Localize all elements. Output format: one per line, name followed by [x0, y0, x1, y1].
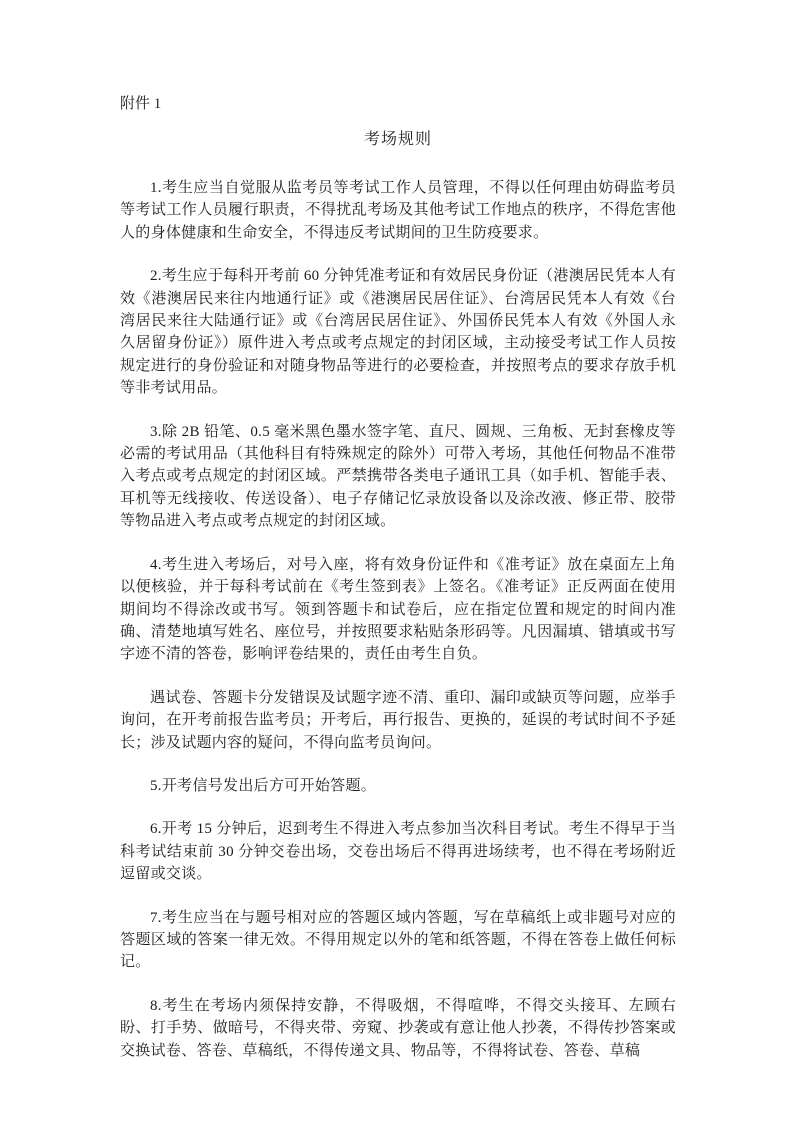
- attachment-label: 附件 1: [120, 96, 162, 112]
- paragraph-rule-1: 1.考生应当自觉服从监考员等考试工作人员管理，不得以任何理由妨碍监考员等考试工作人员履行职责，不得扰乱考场及其他考试工作地点的秩序，不得危害他人的身体健康和生命安全，不得违反考试期间的卫生防疫要求。: [120, 180, 676, 241]
- paragraph-rule-6: 6.开考 15 分钟后，迟到考生不得进入考点参加当次科目考试。考生不得早于当科考试结束前 30 分钟交卷出场，交卷出场后不得再进场续考，也不得在考场附近逗留或交谈。: [120, 821, 676, 883]
- document-body: [120, 177, 676, 1062]
- paragraph-rule-8: 8.考生在考场内须保持安静，不得吸烟，不得喧哗，不得交头接耳、左顾右盼、打手势、做暗号，不得夹带、旁窥、抄袭或有意让他人抄袭，不得传抄答案或交换试卷、答卷、草稿纸，不得传递文具、物品等，不得将试卷、答卷、草稿: [120, 997, 676, 1059]
- paragraph-rule-5: 5.开考信号发出后方可开始答题。: [150, 777, 377, 794]
- document-title: 考场规则: [363, 131, 432, 148]
- paragraph-rule-3: 3.除 2B 铅笔、0.5 毫米黑色墨水签字笔、直尺、圆规、三角板、无封套橡皮等必需的考试用品（其他科目有特殊规定的除外）可带入考场，其他任何物品不准带入考点或考点规定的封闭区域。严禁携带各类电子通讯工具（如手机、智能手表、耳机等无线接收、传送设备）、电子存储记忆录放设备以及涂改液、修正带、胶带等物品进入考点或考点规定的封闭区域。: [120, 423, 676, 530]
- paragraph-rule-4: 4.考生进入考场后，对号入座，将有效身份证件和《准考证》放在桌面左上角以便核验，并于每科考试前在《考生签到表》上签名。《准考证》正反两面在使用期间均不得涂改或书写。领到答题卡和试卷后，应在指定位置和规定的时间内准确、清楚地填写姓名、座位号，并按照要求粘贴条形码等。凡因漏填、错填或书写字迹不清的答卷，影响评卷结果的，责任由考生自负。: [120, 556, 676, 663]
- paragraph-rule-4-supplement: 遇试卷、答题卡分发错误及试题字迹不清、重印、漏印或缺页等问题，应举手询问，在开考前报告监考员；开考后，再行报告、更换的，延误的考试时间不予延长；涉及试题内容的疑问，不得向监考员询问。: [120, 689, 676, 751]
- paragraph-rule-7: 7.考生应当在与题号相对应的答题区域内答题，写在草稿纸上或非题号对应的答题区域的答案一律无效。不得用规定以外的笔和纸答题，不得在答卷上做任何标记。: [120, 909, 676, 971]
- paragraph-rule-2: 2.考生应于每科开考前 60 分钟凭准考证和有效居民身份证（港澳居民凭本人有效《港澳居民来往内地通行证》或《港澳居民居住证》、台湾居民凭本人有效《台湾居民来往大陆通行证》或《台湾居民居住证》、外国侨民凭本人有效《外国人永久居留身份证》）原件进入考点或考点规定的封闭区域，主动接受考试工作人员按规定进行的身份验证和对随身物品等进行的必要检查，并按照考点的要求存放手机等非考试用品。: [120, 268, 676, 397]
